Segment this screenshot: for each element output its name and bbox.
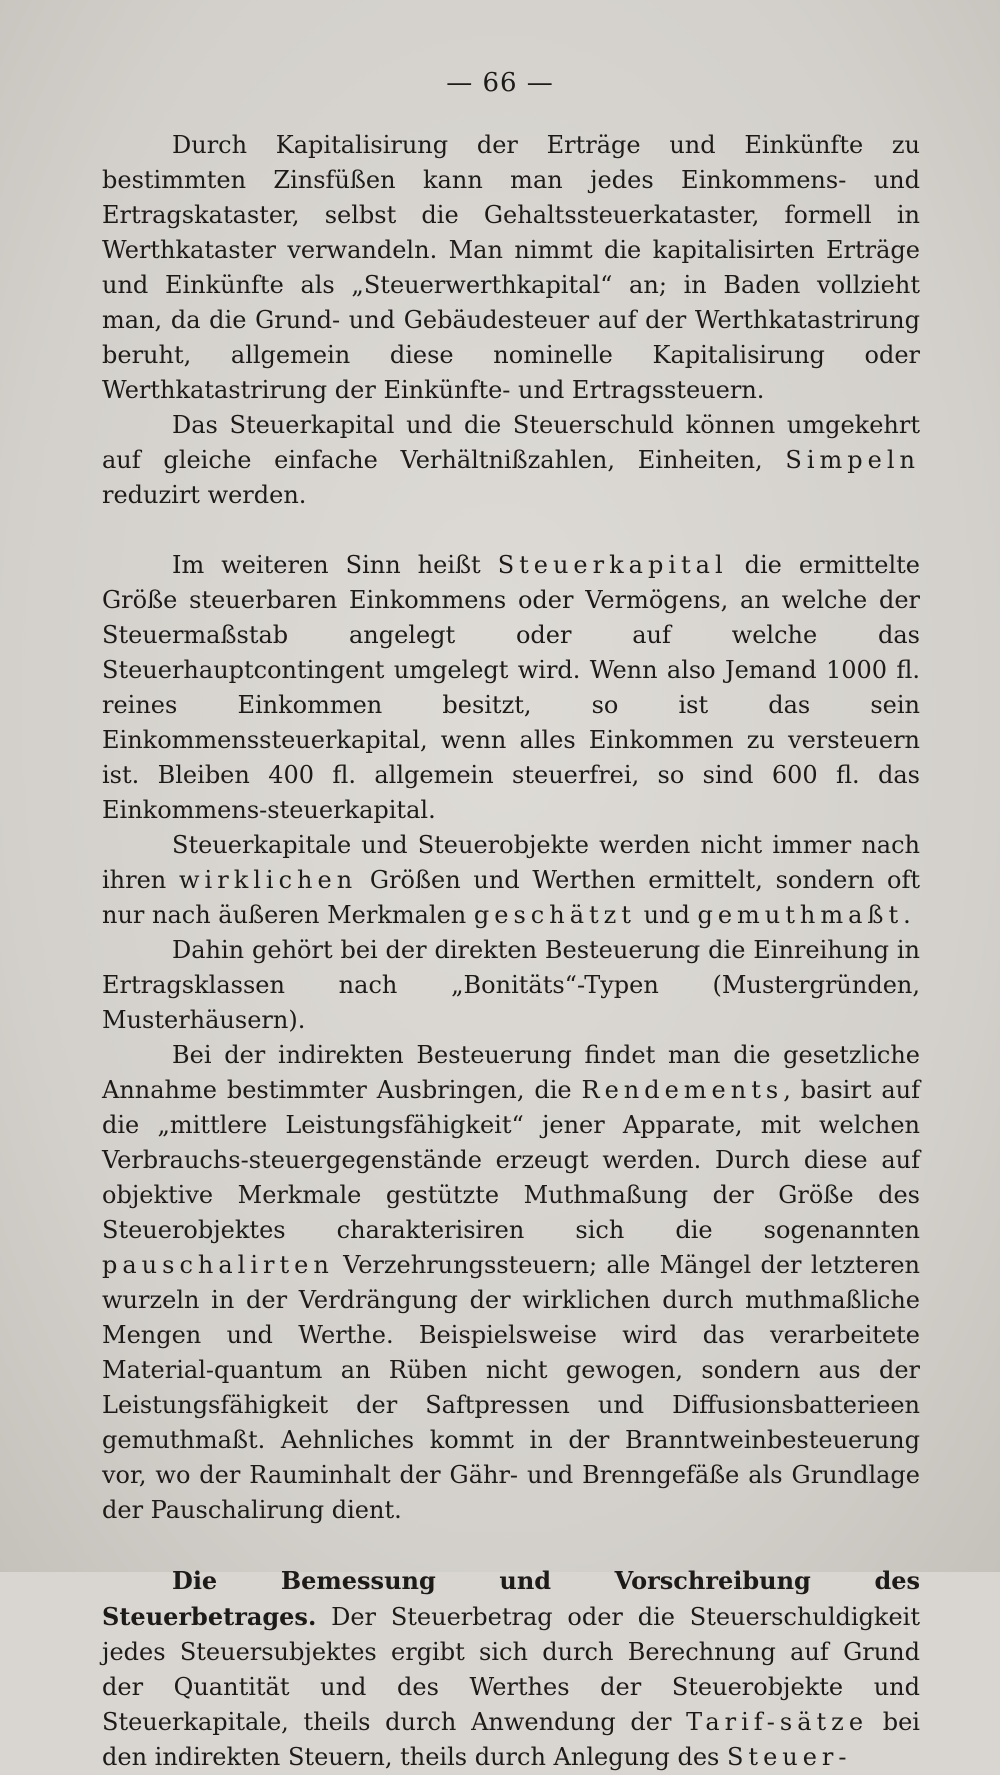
spaced-emphasis: Steuer- bbox=[726, 1743, 852, 1771]
paragraph bbox=[102, 1038, 920, 1528]
spaced-emphasis: Tarif-sätze bbox=[686, 1708, 869, 1736]
text-run: Bei der indirekten Besteuerung findet man die gesetzliche Annahme bestimmter Ausbringen, die bbox=[102, 1041, 920, 1104]
paragraph bbox=[102, 548, 920, 828]
text-run: Im weiteren Sinn heißt bbox=[172, 551, 498, 579]
spaced-emphasis: Simpeln bbox=[785, 446, 920, 474]
text-run: Steuerkapitale und Steuerobjekte werden nicht immer nach ihren bbox=[102, 831, 920, 894]
paragraph bbox=[102, 933, 920, 1038]
text-run: Das Steuerkapital und die Steuerschuld können umgekehrt auf gleiche einfache Verhältnißzahlen, Einheiten, bbox=[102, 411, 920, 474]
text-run: bei den indirekten Steuern, theils durch Anlegung des bbox=[102, 1708, 920, 1771]
text-run: . bbox=[903, 901, 911, 929]
text-run: und bbox=[635, 901, 698, 929]
spaced-emphasis: wirklichen bbox=[179, 866, 358, 894]
text-run: reduzirt werden. bbox=[102, 481, 307, 509]
paragraph bbox=[102, 1563, 920, 1775]
text-run: Durch Kapitalisirung der Erträge und Einkünfte zu bestimmten Zinsfüßen kann man jedes Einkommens- und Ertragskataster, selbst die Gehaltssteuerkataster, formell in Werthkataster verwandeln. Man nimmt die kapitalisirten Erträge und Einkünfte als „Steuerwerthkapital“ an; in Baden vollzieht man, da die Grund- und Gebäudesteuer auf der Werthkatastrirung beruht, allgemein diese nominelle Kapitalisirung oder Werthkatastrirung der Einkünfte- und Ertragssteuern. bbox=[102, 131, 920, 404]
body-text bbox=[102, 128, 920, 1775]
text-run: Größen und Werthen ermittelt, sondern oft nur nach äußeren Merkmalen bbox=[102, 866, 920, 929]
paragraph bbox=[102, 828, 920, 933]
spaced-emphasis: gemuthmaßt bbox=[697, 901, 904, 929]
spaced-emphasis: Rendements bbox=[581, 1076, 784, 1104]
paragraph bbox=[102, 408, 920, 513]
section-heading: Die Bemessung und Vorschreibung des Steuerbetrages. bbox=[102, 1566, 920, 1631]
spaced-emphasis: Steuerkapital bbox=[497, 551, 728, 579]
text-run: Dahin gehört bei der direkten Besteuerung die Einreihung in Ertragsklassen nach „Bonitäts“-Typen (Mustergründen, Musterhäusern). bbox=[102, 936, 920, 1034]
spaced-emphasis: geschätzt bbox=[473, 901, 636, 929]
text-run: Verzehrungssteuern; alle Mängel der letzteren wurzeln in der Verdrängung der wirklichen durch muthmaßliche Mengen und Werthe. Beispielsweise wird das verarbeitete Material-quantum an Rüben nicht gewogen, sondern aus der Leistungsfähigkeit der Saftpressen und Diffusionsbatterieen gemuthmaßt. Aehnliches kommt in der Branntweinbesteuerung vor, wo der Rauminhalt der Gähr- und Brenngefäße als Grundlage der Pauschalirung dient. bbox=[102, 1251, 920, 1524]
spaced-emphasis: pauschalirten bbox=[102, 1251, 334, 1279]
paragraph bbox=[102, 128, 920, 408]
text-run: , basirt auf die „mittlere Leistungsfähigkeit“ jener Apparate, mit welchen Verbrauchs-steuergegenstände erzeugt werden. Durch diese auf objektive Merkmale gestützte Muthmaßung der Größe des Steuerobjektes charakterisiren sich die sogenannten bbox=[102, 1076, 920, 1244]
text-run: die ermittelte Größe steuerbaren Einkommens oder Vermögens, an welche der Steuermaßstab angelegt oder auf welche das Steuerhauptcontingent umgelegt wird. Wenn also Jemand 1000 fl. reines Einkommen besitzt, so ist das sein Einkommenssteuerkapital, wenn alles Einkommen zu versteuern ist. Bleiben 400 fl. allgemein steuerfrei, so sind 600 fl. das Einkommens-steuerkapital. bbox=[102, 551, 921, 824]
text-run: Der Steuerbetrag oder die Steuerschuldigkeit jedes Steuersubjektes ergibt sich durch Berechnung auf Grund der Quantität und des Werthes der Steuerobjekte und Steuerkapitale, theils durch Anwendung der bbox=[102, 1603, 920, 1736]
page-number: — 66 — bbox=[446, 68, 554, 98]
